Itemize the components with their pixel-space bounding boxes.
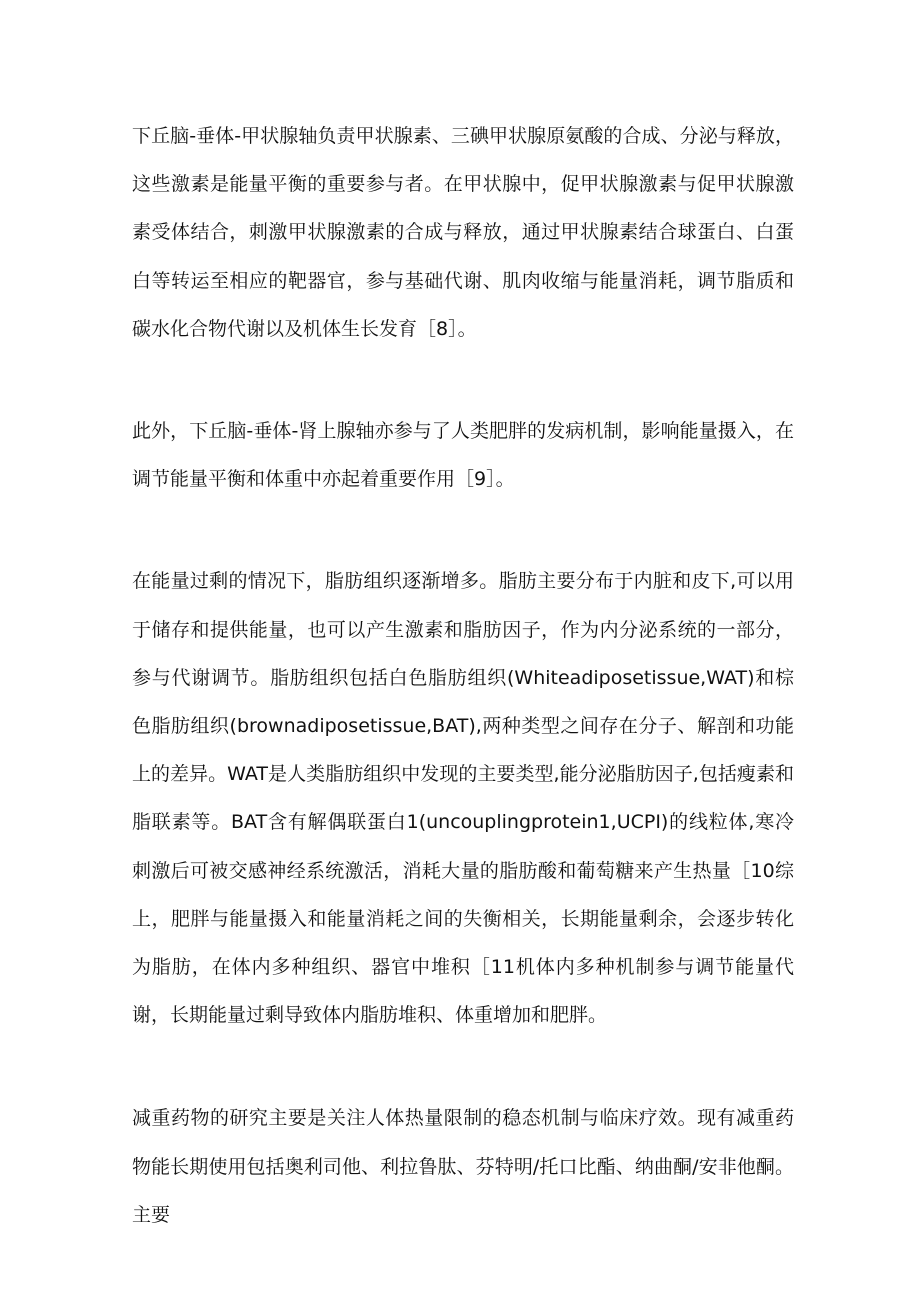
paragraph-adrenal-axis: 此外，下丘脑-垂体-肾上腺轴亦参与了人类肥胖的发病机制，影响能量摄入，在调节能量平衡和体重中亦起着重要作用［9］。 xyxy=(132,420,794,491)
paragraph-thyroid-axis: 下丘脑-垂体-甲状腺轴负责甲状腺素、三碘甲状腺原氨酸的合成、分泌与释放，这些激素是能量平衡的重要参与者。在甲状腺中，促甲状腺激素与促甲状腺激素受体结合，刺激甲状腺激素的合成与释放，通过甲状腺素结合球蛋白、白蛋白等转运至相应的靶器官，参与基础代谢、肌肉收缩与能量消耗，调节脂质和碳水化合物代谢以及机体生长发育［8］。 xyxy=(132,125,794,340)
paragraph-adipose-tissue: 在能量过剩的情况下，脂肪组织逐渐增多。脂肪主要分布于内脏和皮下,可以用于储存和提供能量，也可以产生激素和脂肪因子，作为内分泌系统的一部分，参与代谢调节。脂肪组织包括白色脂肪组织(Whiteadiposetissue,WAT)和棕色脂肪组织(brownadiposetissue,BAT),两种类型之间存在分子、解剖和功能上的差异。WAT是人类脂肪组织中发现的主要类型,能分泌脂肪因子,包括瘦素和脂联素等。BAT含有解偶联蛋白1(uncouplingprotein1,UCPI)的线粒体,寒冷刺激后可被交感神经系统激活，消耗大量的脂肪酸和葡萄糖来产生热量［10综上，肥胖与能量摄入和能量消耗之间的失衡相关，长期能量剩余，会逐步转化为脂肪，在体内多种组织、器官中堆积［11机体内多种机制参与调节能量代谢，长期能量过剩导致体内脂肪堆积、体重增加和肥胖。 xyxy=(132,570,794,1027)
paragraph-weight-loss-drugs: 减重药物的研究主要是关注人体热量限制的稳态机制与临床疗效。现有减重药物能长期使用包括奥利司他、利拉鲁肽、芬特明/托口比酯、纳曲酮/安非他酮。主要 xyxy=(132,1107,794,1226)
document-page xyxy=(132,112,794,1239)
